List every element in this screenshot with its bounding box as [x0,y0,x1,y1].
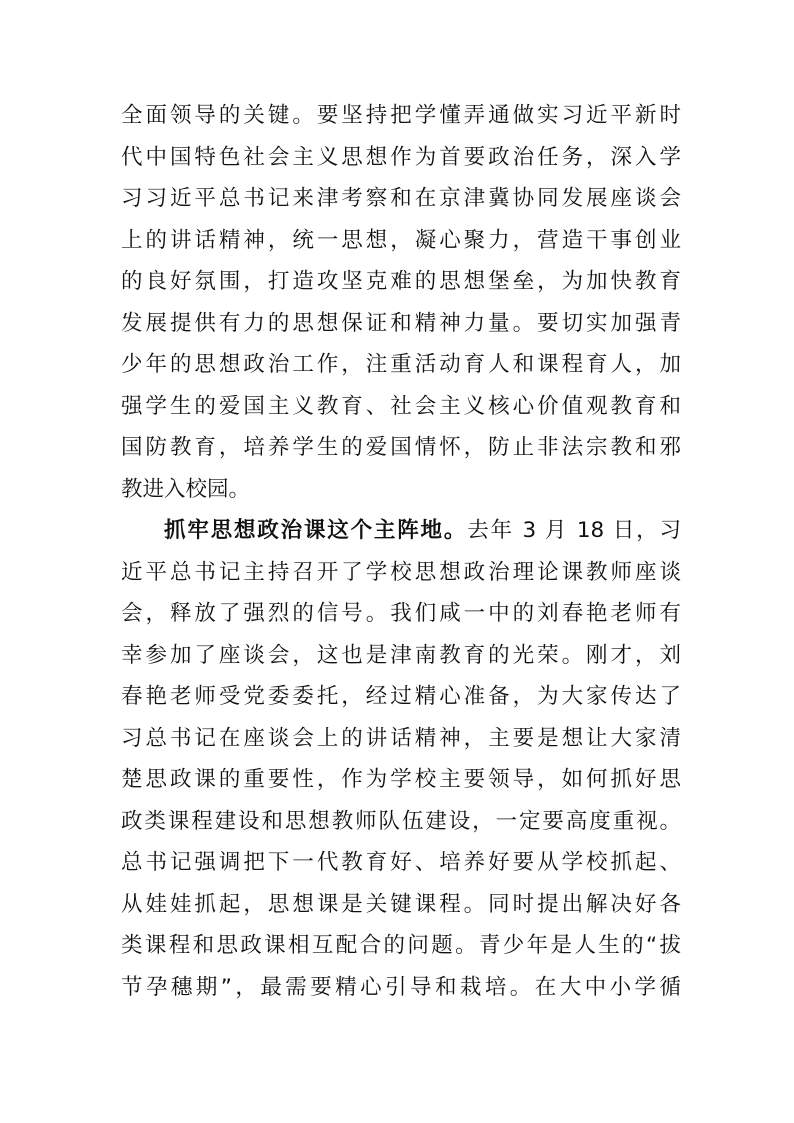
paragraph-1-line-6: 发展提供有力的思想保证和精神力量。要切实加强青 [121,310,681,336]
paragraph-1-line-9: 国防教育，培养学生的爱国情怀，防止非法宗教和邪 [121,435,681,460]
paragraph-2-line-10: 从娃娃抓起，思想课是关键课程。同时提出解决好各 [121,891,681,917]
paragraph-2-line-7: 楚思政课的重要性，作为学校主要领导，如何抓好思 [121,767,681,792]
paragraph-1-line-10: 教进入校园。 [121,476,251,502]
body-text [121,95,681,1008]
paragraph-1-line-4: 上的讲话精神，统一思想，凝心聚力，营造干事创业 [121,227,681,253]
paragraph-1-line-1: 全面领导的关键。要坚持把学懂弄通做实习近平新时 [121,103,681,128]
paragraph-1-line-5: 的良好氛围，打造攻坚克难的思想堡垒，为加快教育 [121,269,681,294]
paragraph-1-line-2: 代中国特色社会主义思想作为首要政治任务，深入学 [121,144,681,170]
paragraph-2-line-4: 幸参加了座谈会，这也是津南教育的光荣。刚才，刘 [121,642,681,668]
paragraph-2-first-line [121,510,681,552]
paragraph-2-heading: 抓牢思想政治课这个主阵地。 [164,518,468,543]
paragraph-2-line-9: 总书记强调把下一代教育好、培养好要从学校抓起、 [121,850,681,875]
paragraph-2-line-5: 春艳老师受党委委托，经过精心准备，为大家传达了 [121,684,681,709]
paragraph-2-line-3: 会，释放了强烈的信号。我们咸一中的刘春艳老师有 [121,601,681,626]
paragraph-2-first-line-rest: 去年 3 月 18 日，习 [467,518,681,543]
paragraph-1-line-8: 强学生的爱国主义教育、社会主义核心价值观教育和 [121,393,681,419]
paragraph-1-line-7: 少年的思想政治工作，注重活动育人和课程育人，加 [121,352,681,377]
paragraph-2-line-2: 近平总书记主持召开了学校思想政治理论课教师座谈 [121,559,681,585]
paragraph-2-line-11: 类课程和思政课相互配合的问题。青少年是人生的“拔 [121,933,681,958]
paragraph-1-line-3: 习习近平总书记来津考察和在京津冀协同发展座谈会 [121,186,681,211]
paragraph-2-line-12: 节孕穗期”，最需要精心引导和栽培。在大中小学循 [121,974,681,1000]
paragraph-2-line-8: 政类课程建设和思想教师队伍建设，一定要高度重视。 [121,808,681,834]
paragraph-2-line-6: 习总书记在座谈会上的讲话精神，主要是想让大家清 [121,725,681,751]
